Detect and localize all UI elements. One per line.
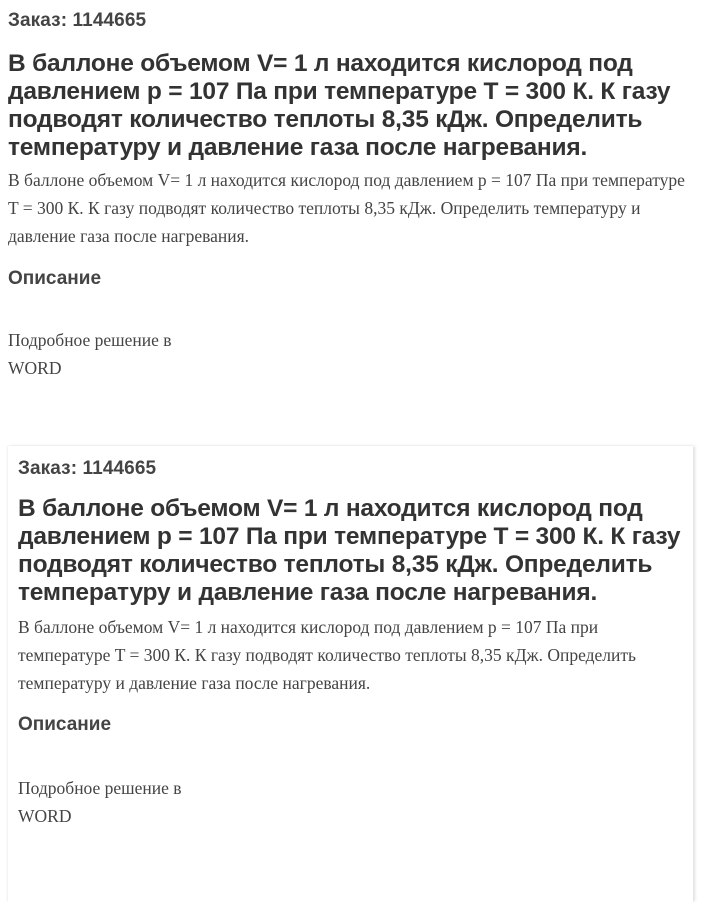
product-card-secondary (8, 446, 693, 902)
description-heading: Описание (8, 268, 102, 289)
product-card-primary (0, 0, 701, 440)
product-body-text: В баллоне объемом V= 1 л находится кислород под давлением p = 107 Па при температуре T = 300 К. К газу подводят количество теплоты 8,35 кДж. Определить температуру и давление газа после нагревания. (18, 617, 637, 693)
order-number: Заказ: 1144665 (18, 458, 157, 479)
order-number: Заказ: 1144665 (8, 10, 147, 31)
description-text: Подробное решение в WORD (8, 330, 172, 378)
description-heading: Описание (18, 714, 112, 735)
product-title: В баллоне объемом V= 1 л находится кислород под давлением p = 107 Па при температуре T = 300 К. К газу подводят количество теплоты 8,35 кДж. Определить температуру и давление газа после нагревания. (18, 495, 681, 606)
product-body-text: В баллоне объемом V= 1 л находится кислород под давлением p = 107 Па при температуре T = 300 К. К газу подводят количество теплоты 8,35 кДж. Определить температуру и давление газа после нагревания. (8, 170, 685, 246)
description-text: Подробное решение в WORD (18, 778, 182, 826)
product-title: В баллоне объемом V= 1 л находится кислород под давлением p = 107 Па при температуре T = 300 К. К газу подводят количество теплоты 8,35 кДж. Определить температуру и давление газа после нагревания. (8, 50, 671, 161)
